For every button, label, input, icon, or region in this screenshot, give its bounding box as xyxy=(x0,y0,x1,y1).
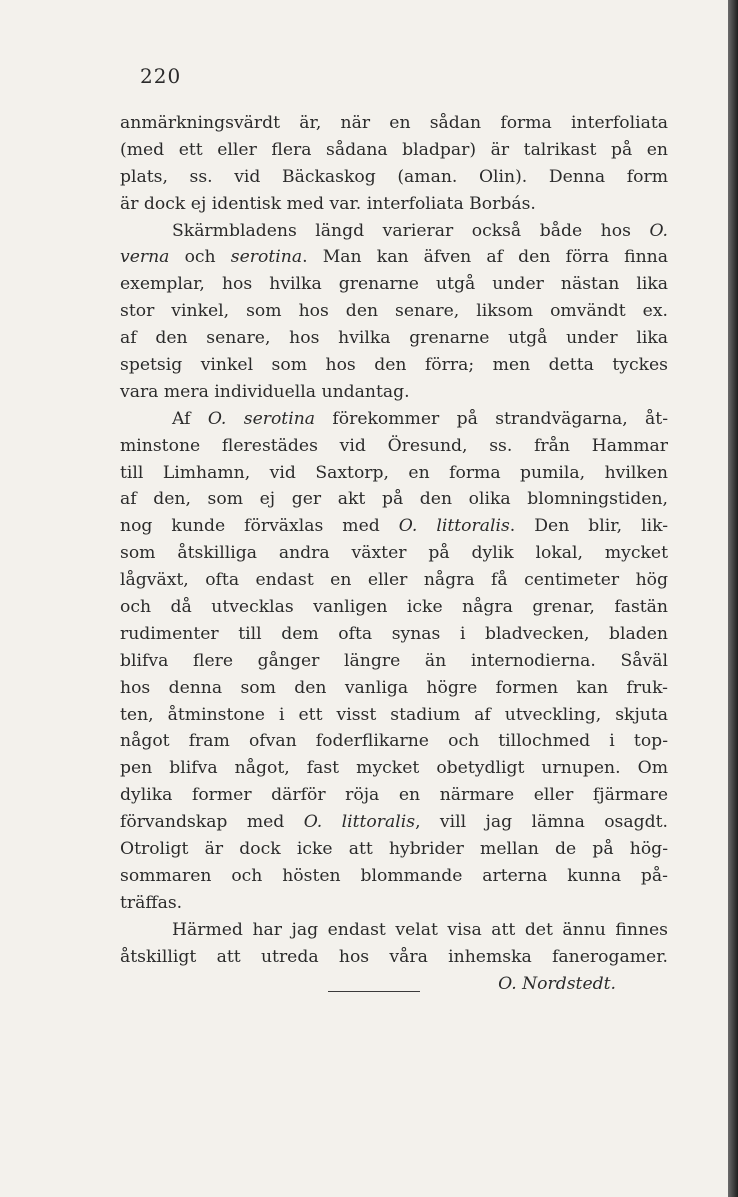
text-segment: lågväxt, ofta endast en eller några få centimeter hög xyxy=(120,570,668,591)
text-segment: (med ett eller flera sådana bladpar) är talrikast på en xyxy=(120,139,668,160)
text-segment: dylika former därför röja en närmare eller fjärmare xyxy=(120,785,668,806)
text-segment: pen blifva något, fast mycket obetydligt urnupen. Om xyxy=(120,758,668,779)
text-segment: Skärmbladens längd varierar också både hos xyxy=(172,220,650,241)
text-segment: rudimenter till dem ofta synas i bladvecken, bladen xyxy=(120,623,668,644)
text-segment: . Den blir, lik- xyxy=(509,516,669,537)
page-number: 220 xyxy=(140,64,182,88)
text-segment: Otroligt är dock icke att hybrider mellan de på hög- xyxy=(120,839,668,860)
text-line xyxy=(120,406,668,433)
text-segment: är dock ej identisk med var. interfoliata Borbás. xyxy=(120,193,536,214)
italic-text: O. Nordstedt. xyxy=(498,973,616,994)
text-line xyxy=(120,218,668,245)
text-segment: ten, åtminstone i ett visst stadium af utveckling, skjuta xyxy=(120,704,668,725)
text-segment: nog kunde förväxlas med xyxy=(120,516,399,537)
text-segment: åtskilligt att utreda hos våra inhemska fanerogamer. xyxy=(120,946,668,967)
text-segment: , vill jag lämna osagdt. xyxy=(415,812,668,833)
text-segment: hos denna som den vanliga högre formen kan fruk- xyxy=(120,677,668,698)
text-line xyxy=(120,298,668,325)
text-segment: . Man kan äfven af den förra finna xyxy=(302,247,668,268)
text-segment: spetsig vinkel som hos den förra; men detta tyckes xyxy=(120,355,668,376)
text-line xyxy=(120,110,668,137)
text-line xyxy=(120,164,668,191)
text-line xyxy=(120,944,668,971)
text-line xyxy=(120,782,668,809)
text-line xyxy=(120,513,668,540)
text-segment: som åtskilliga andra växter på dylik lokal, mycket xyxy=(120,543,668,564)
text-segment: blifva flere gånger längre än internodierna. Såväl xyxy=(120,650,668,671)
text-segment: minstone flerestädes vid Öresund, ss. från Hammar xyxy=(120,435,668,456)
text-segment: sommaren och hösten blommande arterna kunna på- xyxy=(120,865,668,886)
text-line xyxy=(120,433,668,460)
text-line xyxy=(120,621,668,648)
text-line xyxy=(120,728,668,755)
text-line xyxy=(120,890,668,917)
text-segment: vara mera individuella undantag. xyxy=(120,381,410,402)
text-segment: plats, ss. vid Bäckaskog (aman. Olin). Denna form xyxy=(120,166,668,187)
text-line xyxy=(120,379,668,406)
text-line xyxy=(120,567,668,594)
text-segment: exemplar, hos hvilka grenarne utgå under nästan lika xyxy=(120,274,668,295)
scan-edge xyxy=(728,0,738,1197)
text-segment: förvandskap med xyxy=(120,812,304,833)
text-line xyxy=(120,460,668,487)
text-segment: träffas. xyxy=(120,892,183,913)
text-line xyxy=(120,648,668,675)
text-segment: något fram ofvan foderflikarne och tillochmed i top- xyxy=(120,731,668,752)
signature xyxy=(120,971,668,998)
italic-text: O. xyxy=(649,220,668,241)
italic-text: O. littoralis xyxy=(303,812,416,833)
text-segment: af den, som ej ger akt på den olika blomningstiden, xyxy=(120,489,668,510)
text-segment: och då utvecklas vanligen icke några grenar, fastän xyxy=(120,597,668,618)
text-segment: anmärkningsvärdt är, när en sådan forma interfoliata xyxy=(120,113,668,133)
text-line xyxy=(120,917,668,944)
text-segment: af den senare, hos hvilka grenarne utgå under lika xyxy=(120,328,668,349)
text-line xyxy=(120,244,668,271)
closing-rule xyxy=(328,991,420,992)
text-line xyxy=(120,540,668,567)
text-line xyxy=(120,836,668,863)
text-segment: Af xyxy=(172,408,208,429)
text-line xyxy=(120,486,668,513)
text-line xyxy=(120,352,668,379)
text-line xyxy=(120,755,668,782)
text-line xyxy=(120,702,668,729)
text-line xyxy=(120,137,668,164)
italic-text: serotina xyxy=(230,247,303,268)
text-line xyxy=(120,325,668,352)
text-segment: till Limhamn, vid Saxtorp, en forma pumila, hvilken xyxy=(120,462,668,483)
text-segment: förekommer på strandvägarna, åt- xyxy=(315,408,668,429)
text-segment: och xyxy=(169,247,231,268)
text-line xyxy=(120,271,668,298)
italic-text: O. serotina xyxy=(207,408,316,429)
italic-text: verna xyxy=(120,247,170,268)
text-line xyxy=(120,863,668,890)
text-line xyxy=(120,675,668,702)
italic-text: O. littoralis xyxy=(398,516,510,537)
text-segment: Härmed har jag endast velat visa att det ännu finnes xyxy=(172,919,668,940)
text-line xyxy=(120,191,668,218)
text-segment: stor vinkel, som hos den senare, liksom omvändt ex. xyxy=(120,301,668,322)
body-text xyxy=(120,110,668,997)
text-line xyxy=(120,809,668,836)
text-line xyxy=(120,594,668,621)
